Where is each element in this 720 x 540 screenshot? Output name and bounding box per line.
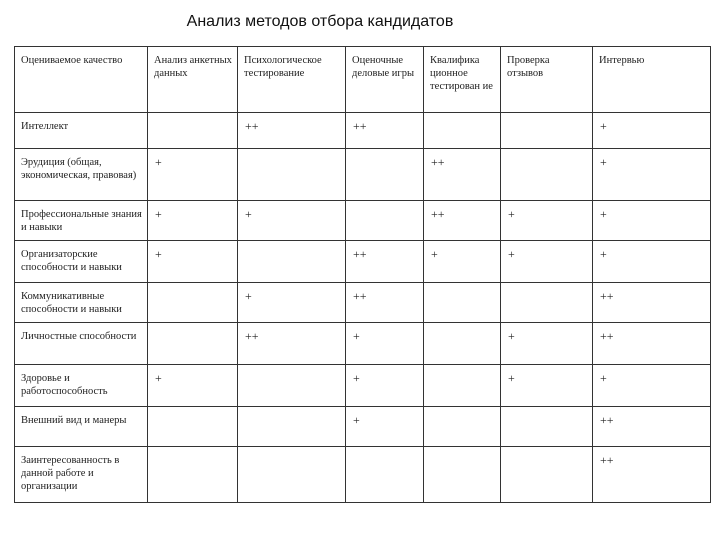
rating-cell: +	[346, 323, 424, 365]
rating-cell	[501, 407, 593, 447]
rating-cell: ++	[238, 113, 346, 149]
rating-cell: ++	[424, 149, 501, 201]
rating-cell	[501, 149, 593, 201]
rating-cell	[238, 407, 346, 447]
rating-cell	[148, 447, 238, 503]
rating-cell	[424, 447, 501, 503]
column-header: Психологическое тестирование	[238, 47, 346, 113]
rating-cell: ++	[593, 283, 711, 323]
rating-cell: ++	[346, 283, 424, 323]
rating-cell: ++	[424, 201, 501, 241]
rating-cell	[346, 447, 424, 503]
rating-cell: +	[593, 149, 711, 201]
rating-cell	[424, 283, 501, 323]
rating-cell	[238, 241, 346, 283]
rating-cell: +	[593, 241, 711, 283]
rating-cell: +	[501, 241, 593, 283]
rating-cell	[148, 323, 238, 365]
rating-cell: +	[346, 407, 424, 447]
quality-cell: Внешний вид и манеры	[15, 407, 148, 447]
table-row	[15, 365, 711, 407]
quality-cell: Организаторские способности и навыки	[15, 241, 148, 283]
methods-table	[14, 46, 711, 503]
rating-cell: +	[238, 283, 346, 323]
rating-cell	[346, 201, 424, 241]
rating-cell	[148, 113, 238, 149]
rating-cell: +	[424, 241, 501, 283]
table-row	[15, 201, 711, 241]
column-header: Проверка отзывов	[501, 47, 593, 113]
rating-cell	[501, 113, 593, 149]
rating-cell	[346, 149, 424, 201]
table-row	[15, 149, 711, 201]
rating-cell: +	[593, 365, 711, 407]
rating-cell: +	[501, 365, 593, 407]
column-header: Интервью	[593, 47, 711, 113]
header-row	[15, 47, 711, 113]
quality-cell: Заинтересованность в данной работе и организации	[15, 447, 148, 503]
rating-cell	[238, 447, 346, 503]
rating-cell	[238, 365, 346, 407]
quality-cell: Здоровье и работоспособность	[15, 365, 148, 407]
page-title: Анализ методов отбора кандидатов	[186, 13, 454, 30]
rating-cell	[148, 407, 238, 447]
rating-cell	[238, 149, 346, 201]
rating-cell: ++	[346, 241, 424, 283]
rating-cell	[424, 323, 501, 365]
rating-cell: +	[238, 201, 346, 241]
table-row	[15, 113, 711, 149]
rating-cell	[424, 407, 501, 447]
column-header: Оцениваемое качество	[15, 47, 148, 113]
rating-cell	[424, 113, 501, 149]
rating-cell: ++	[238, 323, 346, 365]
rating-cell: +	[148, 201, 238, 241]
rating-cell: +	[346, 365, 424, 407]
rating-cell: ++	[593, 447, 711, 503]
quality-cell: Личностные способности	[15, 323, 148, 365]
column-header: Квалифика ционное тестирован ие	[424, 47, 501, 113]
rating-cell: +	[148, 149, 238, 201]
table-row	[15, 407, 711, 447]
column-header: Оценочные деловые игры	[346, 47, 424, 113]
table-row	[15, 323, 711, 365]
quality-cell: Интеллект	[15, 113, 148, 149]
rating-cell: +	[593, 113, 711, 149]
rating-cell: +	[501, 323, 593, 365]
rating-cell	[501, 447, 593, 503]
rating-cell: ++	[593, 323, 711, 365]
quality-cell: Эрудиция (общая, экономическая, правовая)	[15, 149, 148, 201]
rating-cell: +	[148, 241, 238, 283]
rating-cell: +	[148, 365, 238, 407]
table-row	[15, 283, 711, 323]
quality-cell: Профессиональные знания и навыки	[15, 201, 148, 241]
rating-cell: +	[593, 201, 711, 241]
rating-cell	[424, 365, 501, 407]
rating-cell	[148, 283, 238, 323]
table-row	[15, 447, 711, 503]
rating-cell	[501, 283, 593, 323]
column-header: Анализ анкетных данных	[148, 47, 238, 113]
quality-cell: Коммуникативные способности и навыки	[15, 283, 148, 323]
rating-cell: ++	[593, 407, 711, 447]
table-row	[15, 241, 711, 283]
rating-cell: ++	[346, 113, 424, 149]
rating-cell: +	[501, 201, 593, 241]
